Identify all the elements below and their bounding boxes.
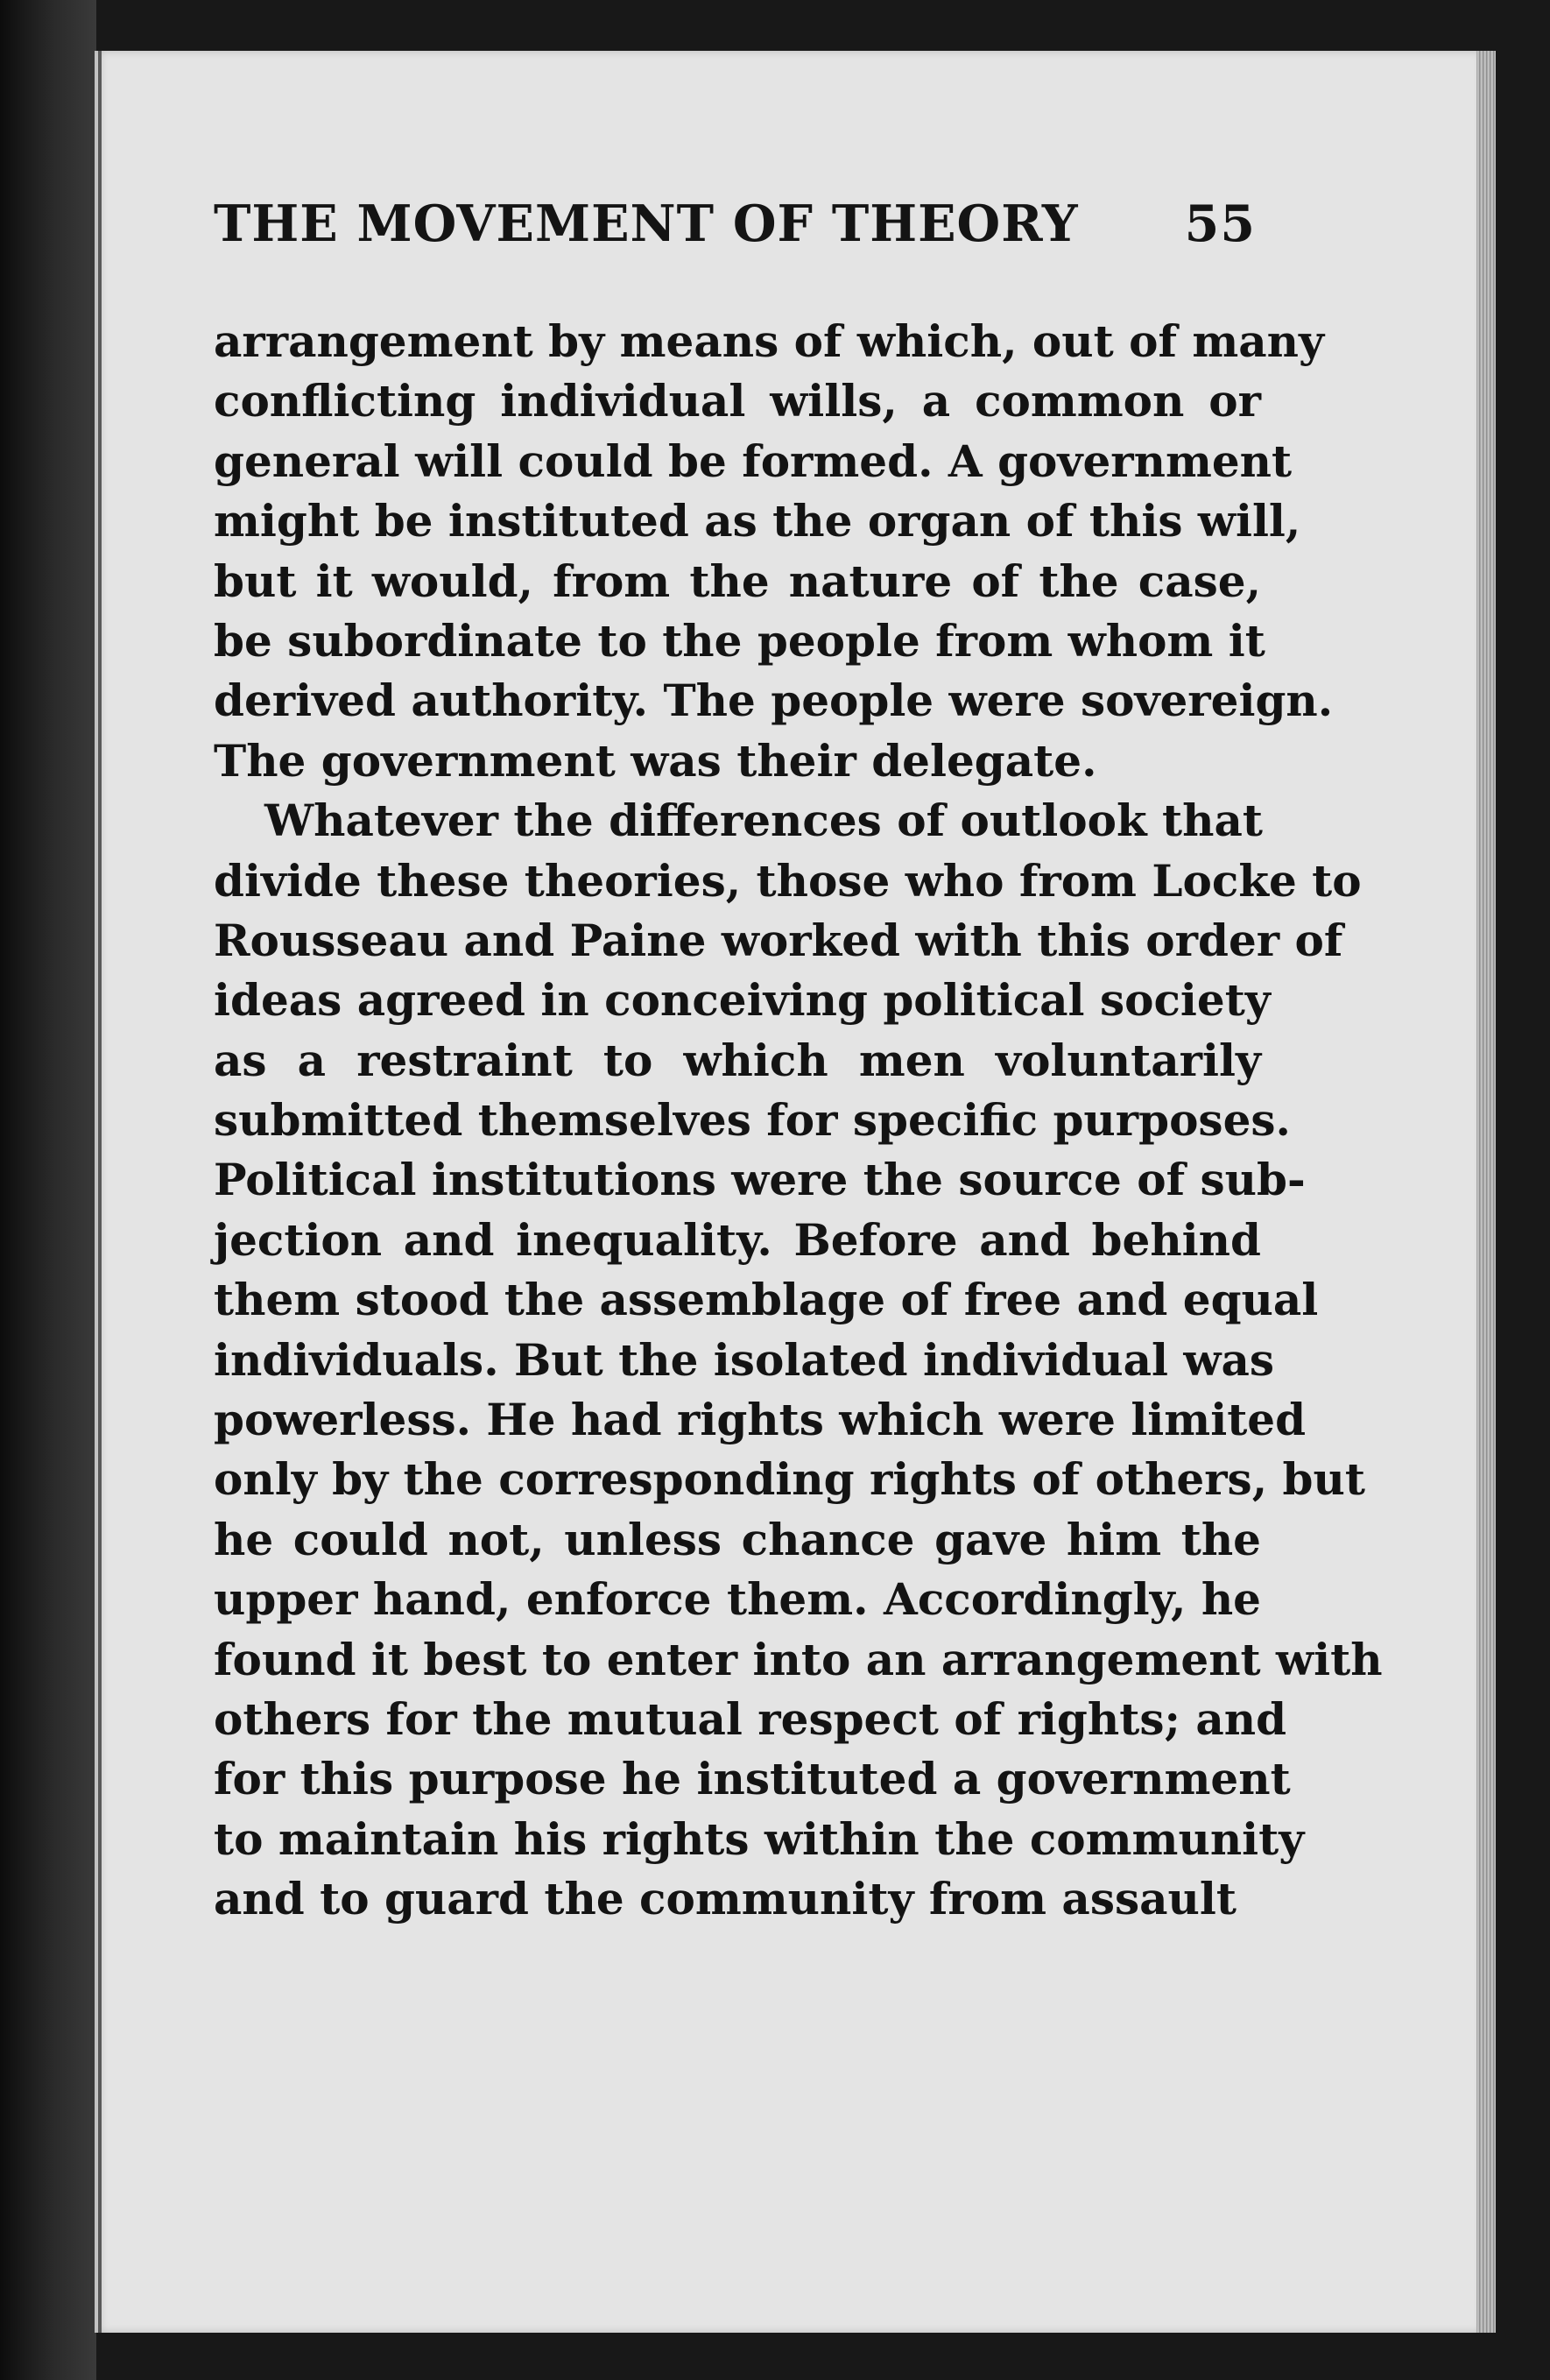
text-line: he could not, unless chance gave him the: [214, 1513, 1261, 1565]
text-line: Rousseau and Paine worked with this order of: [214, 914, 1343, 966]
text-line: to maintain his rights within the community: [214, 1812, 1305, 1865]
text-line: submitted themselves for specific purposes.: [214, 1094, 1291, 1147]
text-line: divide these theories, those who from Locke to: [214, 854, 1362, 907]
text-line: be subordinate to the people from whom it: [214, 614, 1265, 667]
running-head-title: THE MOVEMENT OF THEORY: [214, 194, 1079, 253]
text-line: as a restraint to which men voluntarily: [214, 1034, 1261, 1086]
running-head: [214, 194, 1256, 253]
text-line: Political institutions were the source of sub-: [214, 1154, 1306, 1206]
text-line: individuals. But the isolated individual was: [214, 1333, 1275, 1386]
text-line: powerless. He had rights which were limited: [214, 1394, 1307, 1446]
text-line: The government was their delegate.: [214, 734, 1097, 787]
page-stack-edge: [1476, 51, 1496, 2333]
paragraph: [214, 312, 1334, 791]
text-line: general will could be formed. A government: [214, 434, 1293, 487]
text-line: them stood the assemblage of free and equal: [214, 1274, 1319, 1326]
page-number: 55: [1184, 194, 1256, 253]
paragraph: [214, 791, 1383, 1929]
text-line: arrangement by means of which, out of many: [214, 315, 1325, 367]
text-line: ideas agreed in conceiving political society: [214, 974, 1271, 1027]
binding-edge: [98, 51, 102, 2333]
body-text: [214, 312, 1383, 1930]
text-line: found it best to enter into an arrangement with: [214, 1633, 1383, 1685]
text-line: derived authority. The people were sovereign.: [214, 674, 1334, 727]
text-line: others for the mutual respect of rights; and: [214, 1692, 1287, 1745]
text-line: conflicting individual wills, a common or: [214, 375, 1261, 427]
text-line: might be instituted as the organ of this will,: [214, 495, 1301, 547]
text-line: upper hand, enforce them. Accordingly, he: [214, 1573, 1261, 1626]
text-line: only by the corresponding rights of others, but: [214, 1453, 1365, 1506]
text-line: but it would, from the nature of the case,: [214, 554, 1261, 607]
text-line: and to guard the community from assault: [214, 1873, 1236, 1925]
book-gutter-shadow: [0, 0, 96, 2380]
text-line: jection and inequality. Before and behind: [214, 1213, 1261, 1266]
text-line: for this purpose he instituted a government: [214, 1753, 1291, 1805]
text-line: Whatever the differences of outlook that: [264, 795, 1263, 847]
